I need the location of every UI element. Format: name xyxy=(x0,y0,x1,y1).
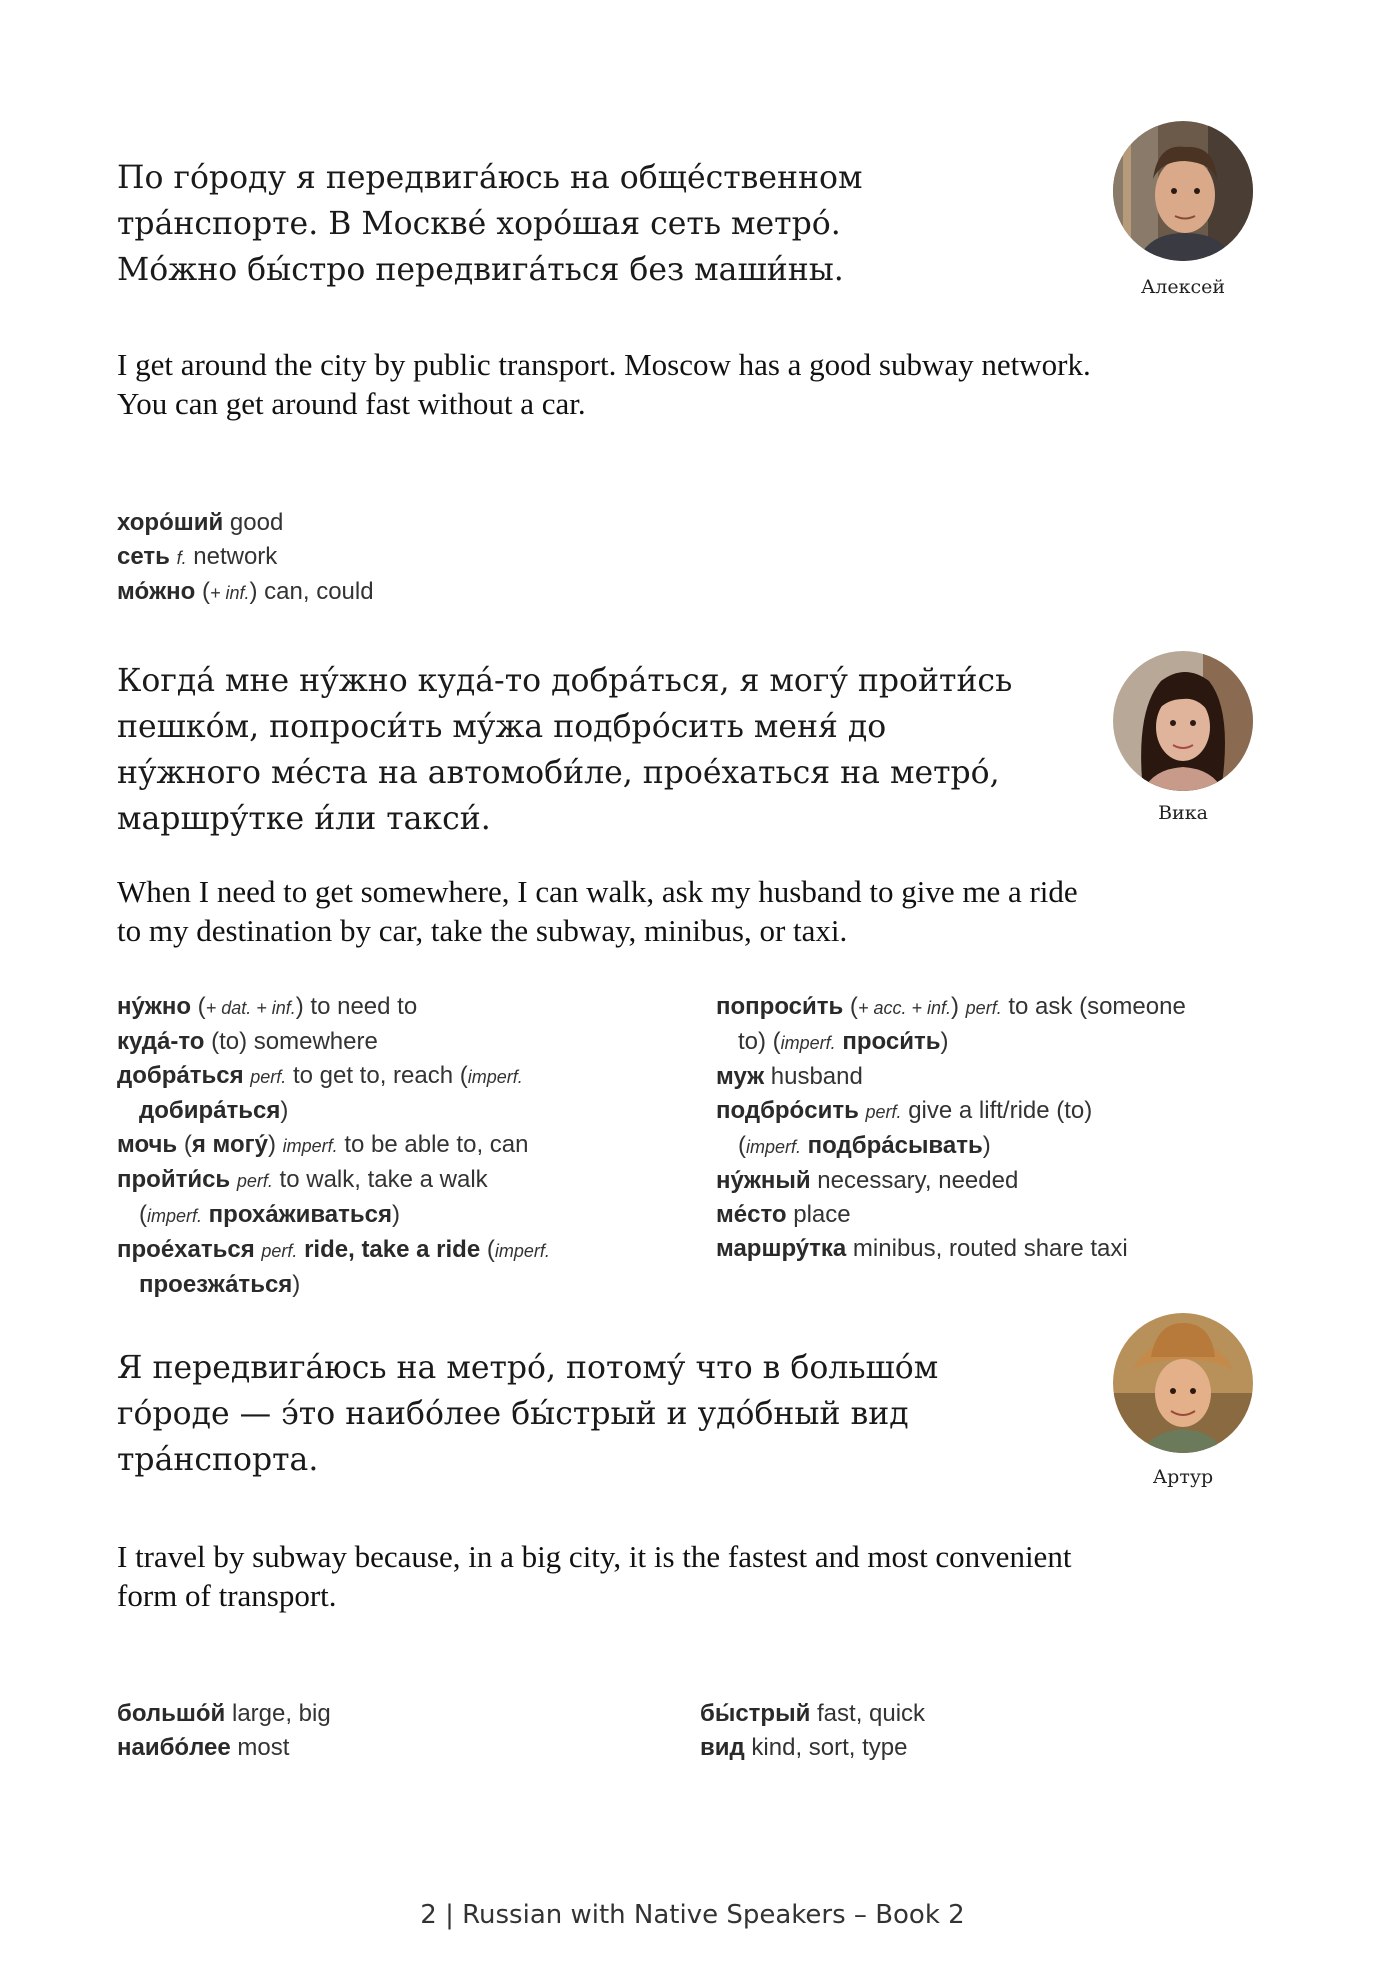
section2-vocabulary-right xyxy=(716,990,1186,1266)
ru-line: пешко́м, попроси́ть му́жа подбро́сить меня́ до xyxy=(117,709,887,745)
section3-russian-text xyxy=(117,1345,938,1483)
vocab-entry: куда́-то (to) somewhere xyxy=(117,1028,378,1055)
section1-english-translation xyxy=(117,345,1091,423)
vocab-entry: ме́сто place xyxy=(716,1201,851,1228)
vocab-entry: муж husband xyxy=(716,1063,863,1090)
section2-vocabulary-left xyxy=(117,990,550,1302)
en-line: I travel by subway because, in a big city, it is the fastest and most convenient xyxy=(117,1539,1072,1574)
vocab-entry: ну́жный necessary, needed xyxy=(716,1167,1019,1194)
vocab-entry: наибо́лее most xyxy=(117,1734,290,1761)
vocab-entry: мочь (я могу́) imperf. to be able to, can xyxy=(117,1131,529,1158)
speaker-name: Артур xyxy=(1152,1466,1214,1488)
ru-line: Когда́ мне ну́жно куда́-то добра́ться, я могу́ пройти́сь xyxy=(117,663,1013,699)
vocab-entry: подбро́сить perf. give a lift/ride (to) xyxy=(716,1097,1093,1124)
vocab-entry: сеть f. network xyxy=(117,543,278,570)
vocab-entry: пройти́сь perf. to walk, take a walk xyxy=(117,1166,488,1193)
en-line: I get around the city by public transport. Moscow has a good subway network. xyxy=(117,347,1091,382)
ru-line: Я передвига́юсь на метро́, потому́ что в большо́м xyxy=(117,1350,939,1386)
ru-line: тра́нспорте. В Москве́ хоро́шая сеть метро́. xyxy=(117,206,841,242)
speaker-avatar-artur xyxy=(1113,1313,1253,1453)
footer-separator: | xyxy=(436,1900,463,1930)
book-title: Russian with Native Speakers – Book 2 xyxy=(462,1900,965,1930)
vocab-entry: большо́й large, big xyxy=(117,1700,331,1727)
speaker-name: Вика xyxy=(1158,802,1208,824)
section1-russian-text xyxy=(117,155,863,293)
vocab-entry: попроси́ть (+ acc. + inf.) perf. to ask (someone xyxy=(716,993,1186,1020)
vocab-entry: вид kind, sort, type xyxy=(700,1734,908,1761)
en-line: form of transport. xyxy=(117,1578,337,1613)
vocab-entry-continuation: добира́ться) xyxy=(139,1097,289,1124)
en-line: When I need to get somewhere, I can walk, ask my husband to give me a ride xyxy=(117,874,1078,909)
vocab-entry: прое́хаться perf. ride, take a ride (imperf. xyxy=(117,1236,550,1263)
section1-vocabulary xyxy=(117,506,374,610)
vocab-entry-continuation: (imperf. проха́живаться) xyxy=(139,1201,401,1228)
section2-russian-text xyxy=(117,658,1012,842)
page-number: 2 xyxy=(420,1900,437,1930)
ru-line: Мо́жно бы́стро передвига́ться без маши́ны. xyxy=(117,252,844,288)
section2-english-translation xyxy=(117,872,1078,950)
speaker-avatar-aleksey xyxy=(1113,121,1253,261)
ru-line: тра́нспорта. xyxy=(117,1442,319,1478)
ru-line: По го́роду я передвига́юсь на обще́ственном xyxy=(117,160,863,196)
vocab-entry: хоро́ший good xyxy=(117,509,284,536)
ru-line: маршру́тке и́ли такси́. xyxy=(117,801,491,837)
en-line: You can get around fast without a car. xyxy=(117,386,586,421)
ru-line: ну́жного ме́ста на автомоби́ле, прое́хаться на метро́, xyxy=(117,755,1000,791)
vocab-entry: маршру́тка minibus, routed share taxi xyxy=(716,1235,1128,1262)
vocab-entry: бы́стрый fast, quick xyxy=(700,1700,926,1727)
vocab-entry: добра́ться perf. to get to, reach (imperf. xyxy=(117,1062,523,1089)
section3-english-translation xyxy=(117,1537,1071,1615)
section3-vocabulary-right xyxy=(700,1697,925,1765)
vocab-entry: мо́жно (+ inf.) can, could xyxy=(117,578,374,605)
page-footer xyxy=(0,1900,1385,1930)
vocab-entry-continuation: проезжа́ться) xyxy=(139,1271,301,1298)
ru-line: го́роде — э́то наибо́лее бы́стрый и удо́бный вид xyxy=(117,1396,909,1432)
speaker-name: Алексей xyxy=(1140,276,1226,298)
vocab-entry: ну́жно (+ dat. + inf.) to need to xyxy=(117,993,418,1020)
speaker-avatar-vika xyxy=(1113,651,1253,791)
en-line: to my destination by car, take the subway, minibus, or taxi. xyxy=(117,913,848,948)
vocab-entry-continuation: to) (imperf. проси́ть) xyxy=(738,1028,949,1055)
section3-vocabulary-left xyxy=(117,1697,331,1765)
vocab-entry-continuation: (imperf. подбра́сывать) xyxy=(738,1132,991,1159)
